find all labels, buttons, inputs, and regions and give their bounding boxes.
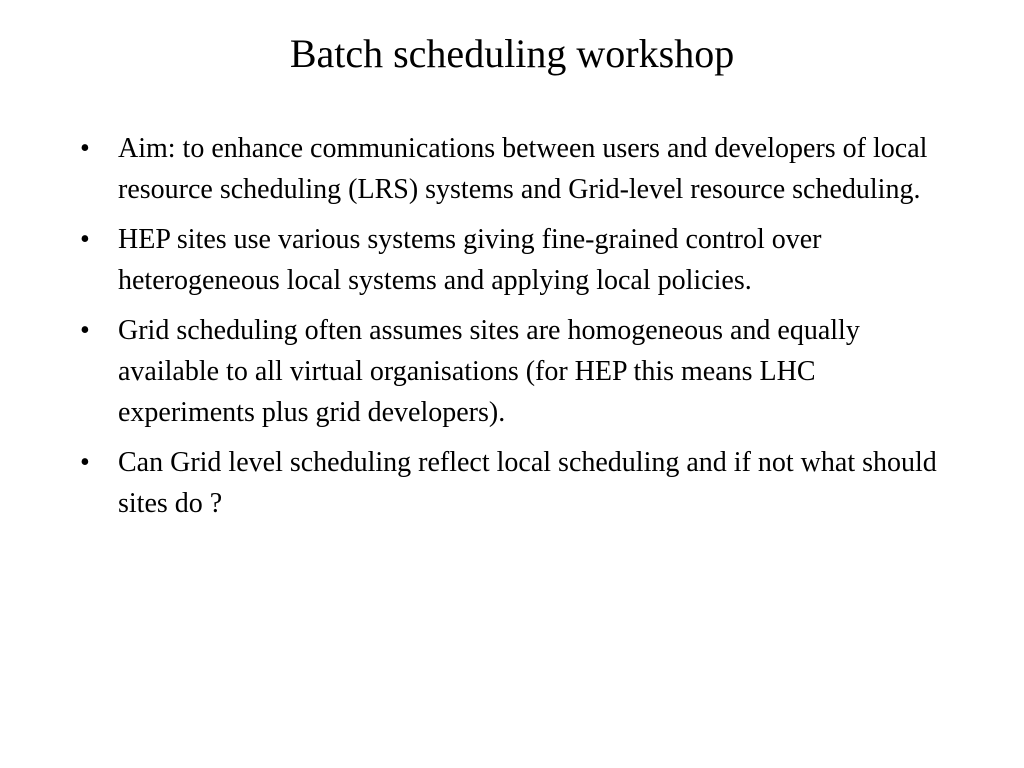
- bullet-item: [80, 219, 950, 301]
- bullet-item: [80, 310, 950, 433]
- bullet-icon: •: [80, 447, 90, 478]
- slide-title: Batch scheduling workshop: [289, 31, 735, 76]
- bullet-text: HEP sites use various systems giving fine-grained control over heterogeneous local systems and applying local policies.: [118, 224, 822, 296]
- bullet-icon: •: [80, 224, 90, 255]
- bullet-icon: •: [80, 133, 90, 164]
- bullet-text: Grid scheduling often assumes sites are homogeneous and equally available to all virtual organisations (for HEP this means LHC experiments plus grid developers).: [118, 315, 860, 428]
- bullet-icon: •: [80, 315, 90, 346]
- bullet-item: [80, 128, 950, 210]
- bullet-text: Can Grid level scheduling reflect local scheduling and if not what should sites do ?: [118, 447, 937, 519]
- bullet-item: [80, 442, 950, 524]
- bullet-text: Aim: to enhance communications between users and developers of local resource scheduling (LRS) systems and Grid-level resource scheduling.: [118, 133, 928, 205]
- bullet-list: [80, 128, 950, 533]
